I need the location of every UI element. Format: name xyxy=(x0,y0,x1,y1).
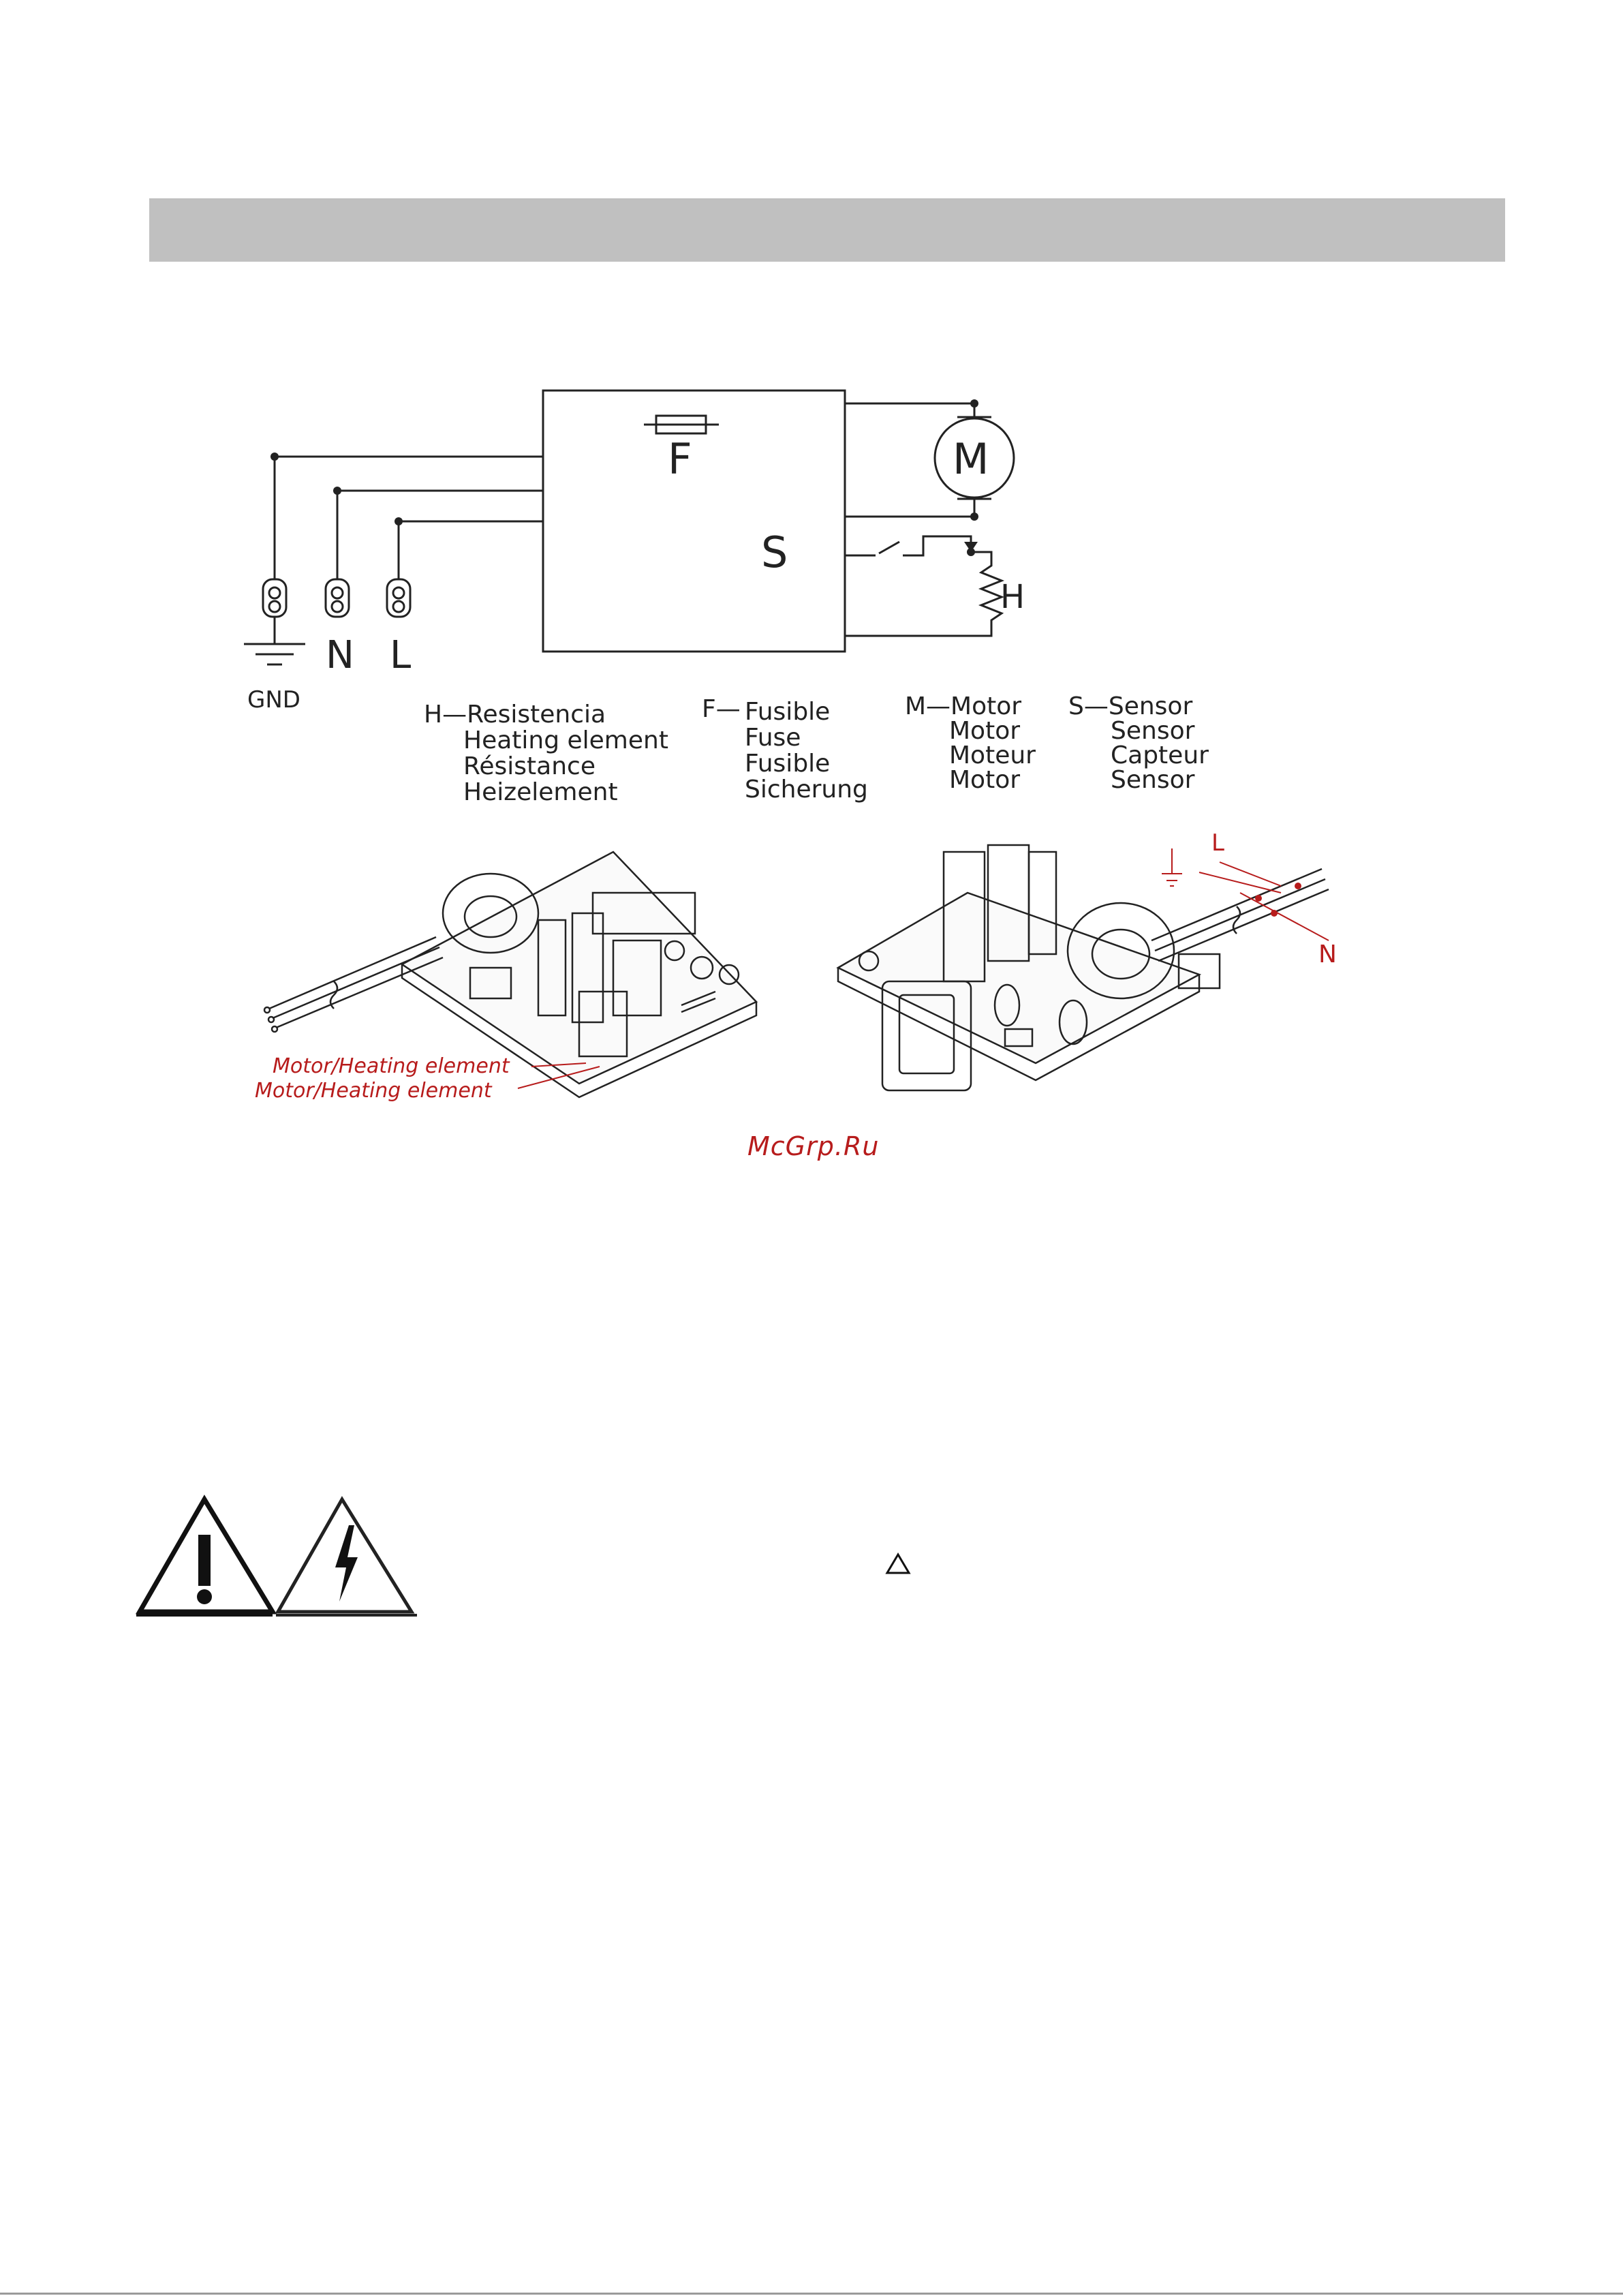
live-label: L xyxy=(390,633,412,677)
wire-switch-out xyxy=(903,536,971,555)
fuse-label: F xyxy=(668,434,692,484)
wire-motor-bottom xyxy=(845,499,974,517)
legend-sensor-line: Sensor xyxy=(1111,766,1195,794)
callout-motor-heating-2: Motor/Heating element xyxy=(255,1079,492,1103)
right-board-live-label: L xyxy=(1211,829,1224,857)
legend-sensor-line: Sensor xyxy=(1111,717,1195,745)
wire-neutral xyxy=(337,491,543,579)
gnd-label: GND xyxy=(247,686,300,714)
wire-gnd xyxy=(275,457,543,579)
legend-fuse-line: Fusible xyxy=(745,698,831,726)
motor-label: M xyxy=(953,434,989,484)
caution-triangle-icon xyxy=(887,1555,909,1573)
legend-motor-line: Moteur xyxy=(949,741,1036,769)
legend-sensor-head: S—Sensor xyxy=(1068,692,1193,720)
terminal-gnd xyxy=(244,579,305,664)
watermark-text: McGrp.Ru xyxy=(747,1131,880,1161)
wire-live xyxy=(399,521,543,579)
legend-heating-line: Heizelement xyxy=(463,778,618,806)
legend-motor-head: M—Motor xyxy=(905,692,1022,720)
fuse-symbol xyxy=(644,416,719,433)
right-board-neutral-label: N xyxy=(1318,940,1337,968)
legend-motor-line: Motor xyxy=(949,717,1021,745)
callout-motor-heating-1: Motor/Heating element xyxy=(273,1054,510,1078)
right-board-illustration xyxy=(838,845,1329,1090)
control-board-box xyxy=(543,391,845,652)
switch-symbol xyxy=(879,542,899,553)
footer-rule xyxy=(0,2293,1623,2295)
legend-fuse-head: F— xyxy=(702,695,741,723)
legend-sensor-line: Capteur xyxy=(1111,741,1209,769)
legend-fuse-line: Sicherung xyxy=(745,776,868,803)
sensor-label: S xyxy=(761,527,788,577)
neutral-label: N xyxy=(326,633,354,677)
wire-motor-top xyxy=(845,403,974,417)
legend-heating-line: Heating element xyxy=(463,726,668,754)
heater-resistor xyxy=(845,552,1002,636)
terminal-neutral xyxy=(326,579,349,617)
legend-fuse-line: Fusible xyxy=(745,750,831,778)
warning-exclamation-icon xyxy=(136,1499,273,1615)
legend-fuse-line: Fuse xyxy=(745,724,801,752)
electric-shock-icon xyxy=(276,1499,417,1615)
heater-label: H xyxy=(1000,578,1025,616)
legend-heating-line: Résistance xyxy=(463,752,596,780)
legend-heating-head: H—Resistencia xyxy=(424,701,606,729)
legend-motor-line: Motor xyxy=(949,766,1021,794)
terminal-live xyxy=(387,579,410,617)
